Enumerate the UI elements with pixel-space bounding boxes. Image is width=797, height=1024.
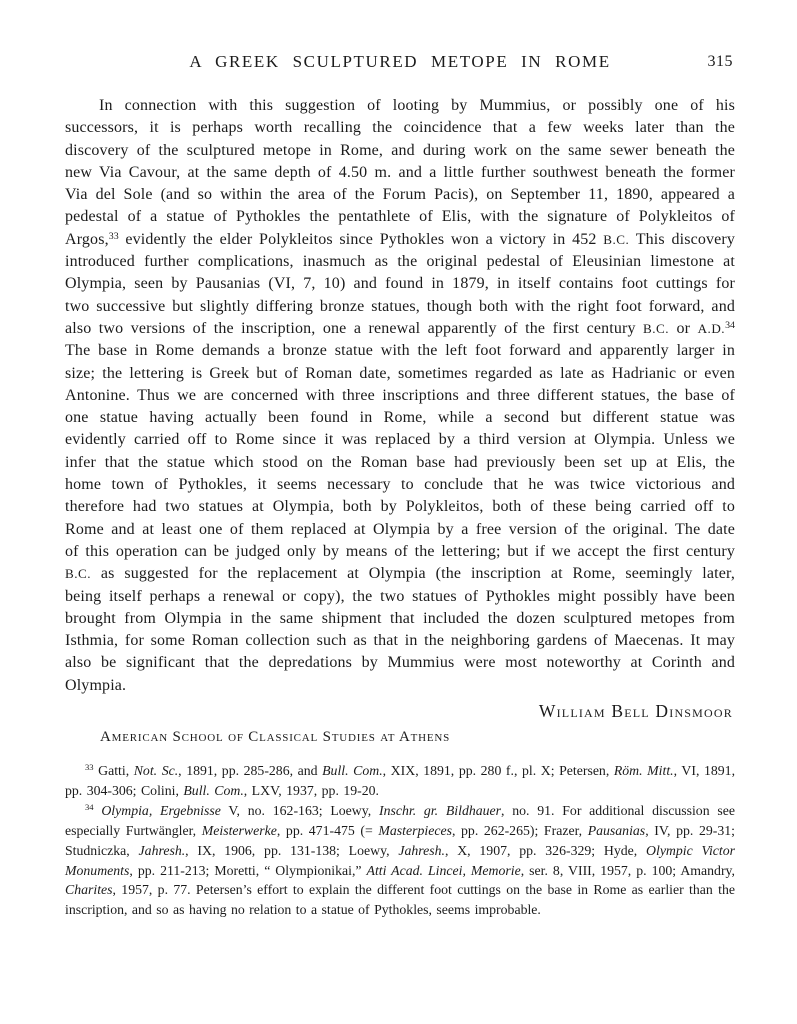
text-block xyxy=(65,52,735,920)
author-affiliation: American School of Classical Studies at Athens xyxy=(100,729,451,746)
footnote-34: $^{34}$ Olympia, Ergebnisse V, no. 162-163; Loewy, Inschr. gr. Bildhauer, no. 91. For additional discussion see especially Furtwängler, Meisterwerke, pp. 471-475 (= Masterpieces, pp. 262-265); Frazer, Pausanias, IV, pp. 29-31; Studniczka, Jahresh., IX, 1906, pp. 131-138; Loewy, Jahresh., X, 1907, pp. 326-329; Hyde, Olympic Victor Monuments, pp. 211-213; Moretti, “ Olympionikai,” Atti Acad. Lincei, Memorie, ser. 8, VIII, 1957, p. 100; Amandry, Charites, 1957, p. 77. Petersen’s effort to explain the different foot cuttings on the base in Rome as earlier than the inscription, and so as having no relation to a statue of Pythokles, seems improbable. xyxy=(65,801,736,918)
author-signature: William Bell Dinsmoor xyxy=(538,701,733,722)
page-header xyxy=(65,52,735,76)
running-title: A GREEK SCULPTURED METOPE IN ROME xyxy=(189,52,611,71)
page-number: 315 xyxy=(707,53,733,70)
footnote-33: $^{33}$ Gatti, Not. Sc., 1891, pp. 285-286, and Bull. Com., XIX, 1891, pp. 280 f., pl. X; Petersen, Röm. Mitt., VI, 1891, pp. 304-306; Colini, Bull. Com., LXV, 1937, pp. 19-20. xyxy=(65,762,736,798)
article-paragraph: In connection with this suggestion of looting by Mummius, or possibly one of his successors, it is perhaps worth recalling the coincidence that a few weeks later than the discovery of the sculptured metope in Rome, and during work on the same sewer beneath the new Via Cavour, at the same depth of 4.50 m. and a little further southwest beneath the former Via del Sole (and so within the area of the Forum Pacis), on September 11, 1890, appeared a pedestal of a statue of Pythokles the pentathlete of Elis, with the signature of Polykleitos of Argos,$^{33}$ evidently the elder Polykleitos since Pythokles won a victory in 452 B.C. This discovery introduced further complications, inasmuch as the original pedestal of Eleusinian limestone at Olympia, seen by Pausanias (VI, 7, 10) and found in 1879, in itself contains foot cuttings for two successive but slightly differing bronze statues, though both with the right foot forward, and also two versions of the inscription, one a renewal apparently of the first century B.C. or A.D.$^{34}$ The base in Rome demands a bronze statue with the left foot forward and apparently larger in size; the lettering is Greek but of Roman date, sometimes regarded as late as Hadrianic or even Antonine. Thus we are concerned with three inscriptions and three different statues, the base of one statue having actually been found in Rome, while a second but different statue was evidently carried off to Rome since it was replaced by a third version at Olympia. Unless we infer that the statue which stood on the Roman base had previously been set up at Elis, the home town of Pythokles, it seems necessary to conclude that he was twice victorious and therefore had two statues at Olympia, both by Polykleitos, both of these being carried off to Rome and at least one of them replaced at Olympia by a free version of the original. The date of this operation can be judged only by means of the lettering; but if we accept the first century B.C. as suggested for the replacement at Olympia (the inscription at Rome, seemingly later, being itself perhaps a renewal or copy), the two statues of Pythokles might possibly have been brought from Olympia in the same shipment that included the dozen sculptured metopes from Isthmia, for some Roman collection such as that in the neighboring gardens of Maecenas. It may also be significant that the depredations by Mummius were most noteworthy at Corinth and Olympia. xyxy=(65,97,736,694)
footnotes-section xyxy=(65,761,735,920)
